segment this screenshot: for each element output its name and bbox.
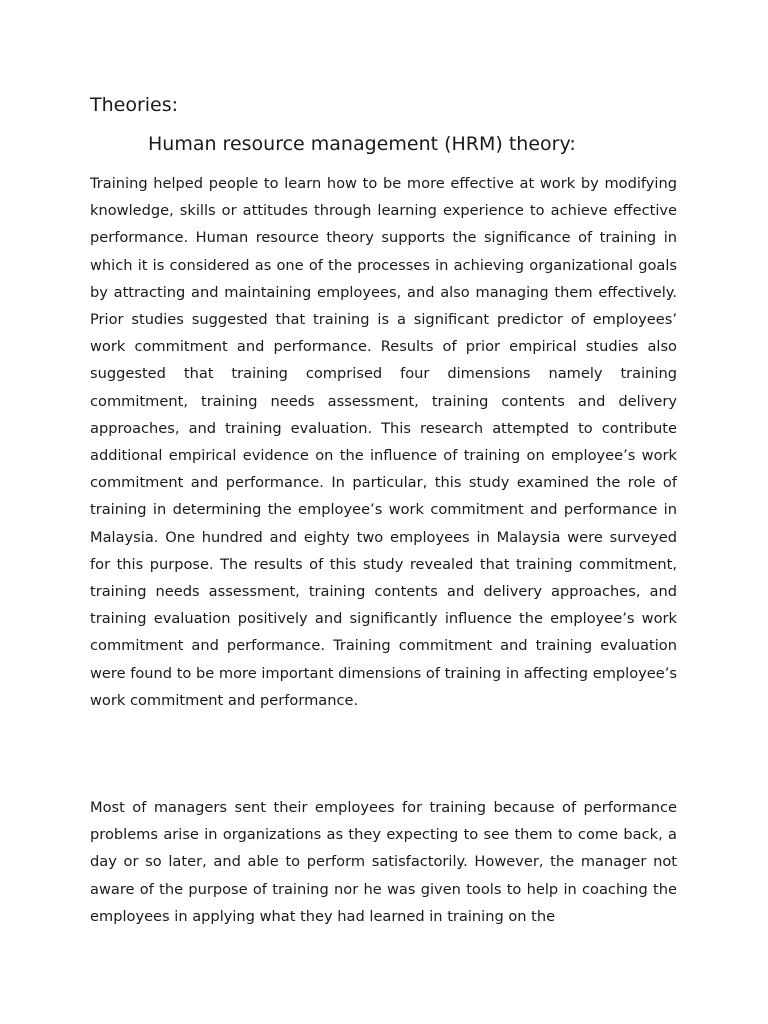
body-paragraph-1: Training helped people to learn how to be more effective at work by modifying knowledge, skills or attitudes through learning experience to achieve effective performance. Human resource theory supports the significance of training in which it is considered as one of the processes in achieving organizational goals by attracting and maintaining employees, and also managing them effectively. Prior studies suggested that training is a significant predictor of employees’ work commitment and performance. Results of prior empirical studies also suggested that training comprised four dimensions namely training commitment, training needs assessment, training contents and delivery approaches, and training evaluation. This research attempted to contribute additional empirical evidence on the influence of training on employee’s work commitment and performance. In particular, this study examined the role of training in determining the employee’s work commitment and performance in Malaysia. One hundred and eighty two employees in Malaysia were surveyed for this purpose. The results of this study revealed that training commitment, training needs assessment, training contents and delivery approaches, and training evaluation positively and significantly influence the employee’s work commitment and performance. Training commitment and training evaluation were found to be more important dimensions of training in affecting employee’s work commitment and performance. <box>90 175 677 709</box>
body-paragraph-2: Most of managers sent their employees for training because of performance problems arise in organizations as they expecting to see them to come back, a day or so later, and able to perform satisfactorily. However, the manager not aware of the purpose of training nor he was given tools to help in coaching the employees in applying what they had learned in training on the <box>90 799 677 925</box>
subsection-heading: Human resource management (HRM) theory: <box>148 133 576 155</box>
section-heading: Theories: <box>90 94 179 116</box>
